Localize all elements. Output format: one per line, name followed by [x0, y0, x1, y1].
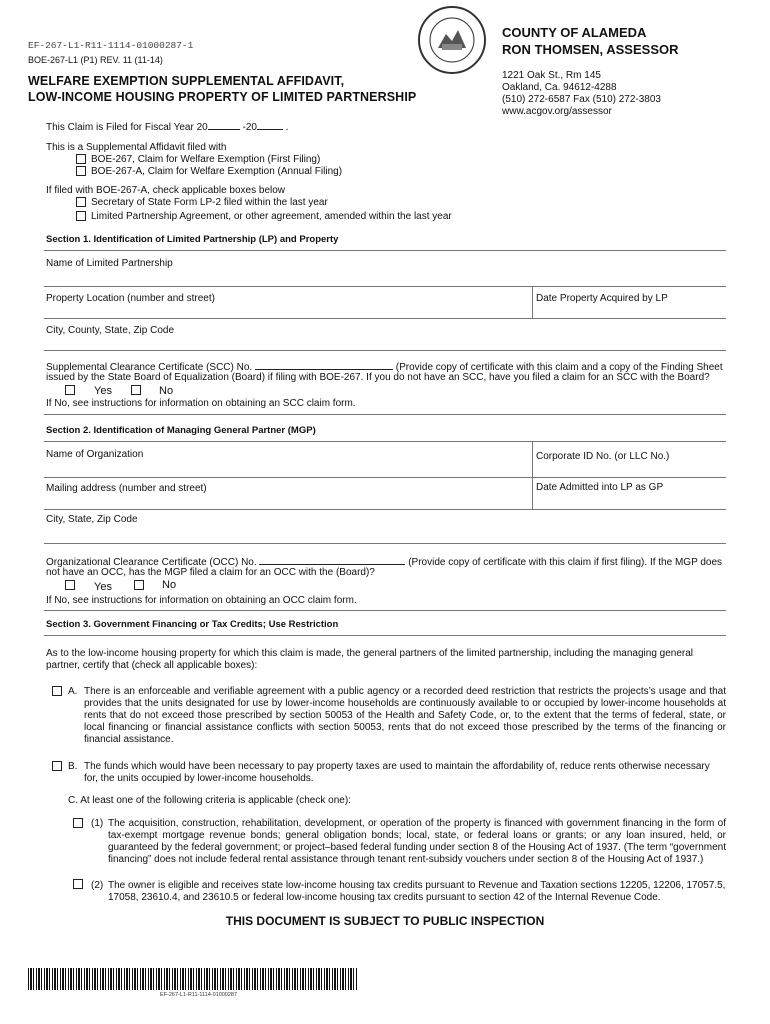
checkbox-boe-267[interactable]	[76, 154, 86, 164]
divider	[532, 441, 533, 477]
assessor-name: RON THOMSEN, ASSESSOR	[502, 42, 679, 57]
occ-question: not have an OCC, has the MGP filed a claim for an OCC with the (Board)?	[46, 567, 375, 578]
form-revision: BOE-267-L1 (P1) REV. 11 (11-14)	[28, 55, 163, 65]
scc-yes-label: Yes	[94, 385, 112, 397]
checkbox-a[interactable]	[52, 686, 62, 696]
scc-number-field[interactable]	[255, 360, 393, 370]
fiscal-year-label: This Claim is Filed for Fiscal Year 20	[46, 122, 208, 133]
occ-no-label: No	[162, 579, 177, 591]
org-name-label: Name of Organization	[46, 449, 144, 460]
address-line2: Oakland, Ca. 94612-4288	[502, 82, 617, 93]
divider	[44, 509, 726, 510]
address-line1: 1221 Oak St., Rm 145	[502, 70, 601, 81]
divider	[44, 250, 726, 251]
lp-city-label: City, County, State, Zip Code	[46, 325, 175, 336]
form-title-line2: LOW-INCOME HOUSING PROPERTY OF LIMITED PARTNERSHIP	[28, 90, 417, 104]
document-id: EF-267-L1-R11-1114-01000287-1	[28, 40, 194, 51]
divider	[44, 543, 726, 544]
checkbox-lp2[interactable]	[76, 197, 86, 207]
divider	[44, 610, 726, 611]
barcode-caption: EF-267-L1-R11-1114-01000287	[160, 992, 238, 998]
divider	[44, 477, 726, 478]
section2-heading: Section 2. Identification of Managing General Partner (MGP)	[46, 425, 316, 436]
divider	[44, 286, 726, 287]
fiscal-year-end-field[interactable]	[257, 120, 283, 130]
if-filed-label: If filed with BOE-267-A, check applicable boxes below	[46, 185, 286, 196]
divider	[44, 350, 726, 351]
checkbox-b[interactable]	[52, 761, 62, 771]
scc-no-label: No	[159, 385, 174, 397]
option-lp2: Secretary of State Form LP-2 filed within the last year	[91, 197, 328, 208]
county-name: COUNTY OF ALAMEDA	[502, 25, 647, 40]
occ-if-no: If No, see instructions for information on obtaining an OCC claim form.	[46, 595, 357, 606]
divider	[532, 286, 533, 318]
barcode-image	[28, 968, 358, 990]
scc-question: issued by the State Board of Equalization (Board) if filing with BOE-267. If you do not have an SCC, have you filed a claim for an SCC with the Board?	[46, 372, 710, 383]
item-b-text: The funds which would have been necessary to pay property taxes are used to maintain the affordability of, reduce rents otherwise necessary for, the units occupied by lower-income households.	[84, 761, 710, 784]
scc-yes-checkbox[interactable]	[65, 385, 75, 395]
scc-no-checkbox[interactable]	[131, 385, 141, 395]
divider	[44, 414, 726, 415]
affidavit-intro: This is a Supplemental Affidavit filed with	[46, 142, 227, 153]
occ-label: Organizational Clearance Certificate (OCC) No.	[46, 557, 257, 568]
divider	[44, 635, 726, 636]
form-title-line1: WELFARE EXEMPTION SUPPLEMENTAL AFFIDAVIT,	[28, 74, 345, 88]
fiscal-year-period: .	[285, 122, 289, 133]
occ-no-checkbox[interactable]	[134, 580, 144, 590]
fiscal-year-dash: -20	[242, 122, 257, 133]
lp-name-label: Name of Limited Partnership	[46, 258, 173, 269]
item-c-text: C. At least one of the following criteria is applicable (check one):	[68, 795, 351, 806]
checkbox-c1[interactable]	[73, 818, 83, 828]
checkbox-c2[interactable]	[73, 879, 83, 889]
fiscal-year-start-field[interactable]	[208, 120, 240, 130]
item-c2-text: The owner is eligible and receives state low-income housing tax credits pursuant to Revenue and Taxation sections 12205, 12206, 17057.5, 17058, 23610.4, and 23610.5 or federal low-income housing tax credits pursuant to section 42 of the Internal Revenue Code.	[108, 880, 726, 903]
date-acquired-label: Date Property Acquired by LP	[536, 293, 668, 304]
mgp-city-label: City, State, Zip Code	[46, 514, 138, 525]
fiscal-year-line	[46, 120, 289, 134]
option-boe-267a: BOE-267-A, Claim for Welfare Exemption (Annual Filing)	[91, 166, 343, 177]
occ-number-field[interactable]	[259, 555, 405, 565]
scc-instructions: (Provide copy of certificate with this claim and a copy of the Finding Sheet	[395, 362, 723, 373]
option-lp-agreement: Limited Partnership Agreement, or other agreement, amended within the last year	[91, 211, 452, 222]
scc-label: Supplemental Clearance Certificate (SCC) No.	[46, 362, 253, 373]
item-b-label: B.	[68, 761, 78, 772]
option-boe-267: BOE-267, Claim for Welfare Exemption (First Filing)	[91, 154, 321, 165]
property-location-label: Property Location (number and street)	[46, 293, 215, 304]
phone-fax: (510) 272-6587 Fax (510) 272-3803	[502, 94, 661, 105]
item-c1-label: (1)	[91, 818, 104, 829]
item-a-label: A.	[68, 686, 78, 697]
checkbox-lp-agreement[interactable]	[76, 211, 86, 221]
divider	[44, 318, 726, 319]
item-c2-label: (2)	[91, 880, 104, 891]
public-inspection-notice: THIS DOCUMENT IS SUBJECT TO PUBLIC INSPECTION	[225, 914, 545, 928]
date-admitted-label: Date Admitted into LP as GP	[536, 482, 664, 493]
item-a-text: There is an enforceable and verifiable agreement with a public agency or a recorded deed restriction that restricts the projects’s usage and that provides that the units designated for use by lower-income households are continuously available to or occupied by lower-income households at rents that do not exceed those prescribed by section 50053 of the Health and Safety Code, or, to the extent that the terms of federal, state, or local financing or financial assistance conflicts with section 50053, rents that do not exceed those prescribed by the terms of the financing or financial assistance.	[84, 686, 726, 745]
occ-instructions: (Provide copy of certificate with this claim if first filing). If the MGP does	[408, 557, 723, 568]
section3-heading: Section 3. Government Financing or Tax Credits; Use Restriction	[46, 619, 339, 630]
occ-yes-checkbox[interactable]	[65, 580, 75, 590]
section1-heading: Section 1. Identification of Limited Partnership (LP) and Property	[46, 234, 339, 245]
checkbox-boe-267a[interactable]	[76, 166, 86, 176]
divider	[532, 477, 533, 509]
county-seal-logo	[418, 6, 486, 74]
item-c1-text: The acquisition, construction, rehabilitation, development, or operation of the property is financed with government financing in the form of tax-exempt mortgage revenue bonds; general obligation bonds; local, state, or federal loans or grants; or any loan insured, held, or guaranteed by the federal government; or project–based federal funding under section 8 of the Housing Act of 1937. (The term “government financing” does not include federal rental assistance through tenant rent-subsidy vouchers under section 8 of the Housing Act of 1937.)	[108, 818, 726, 865]
mailing-address-label: Mailing address (number and street)	[46, 483, 207, 494]
section3-intro: As to the low-income housing property for which this claim is made, the general partners of the limited partnership, including the managing general partner, certify that (check all applicable boxes):	[46, 648, 694, 671]
occ-yes-label: Yes	[94, 581, 112, 593]
lp-name-field[interactable]	[44, 270, 726, 284]
scc-if-no: If No, see instructions for information on obtaining an SCC claim form.	[46, 398, 356, 409]
divider	[44, 441, 726, 442]
website[interactable]: www.acgov.org/assessor	[502, 106, 612, 117]
corp-id-label: Corporate ID No. (or LLC No.)	[536, 451, 670, 462]
